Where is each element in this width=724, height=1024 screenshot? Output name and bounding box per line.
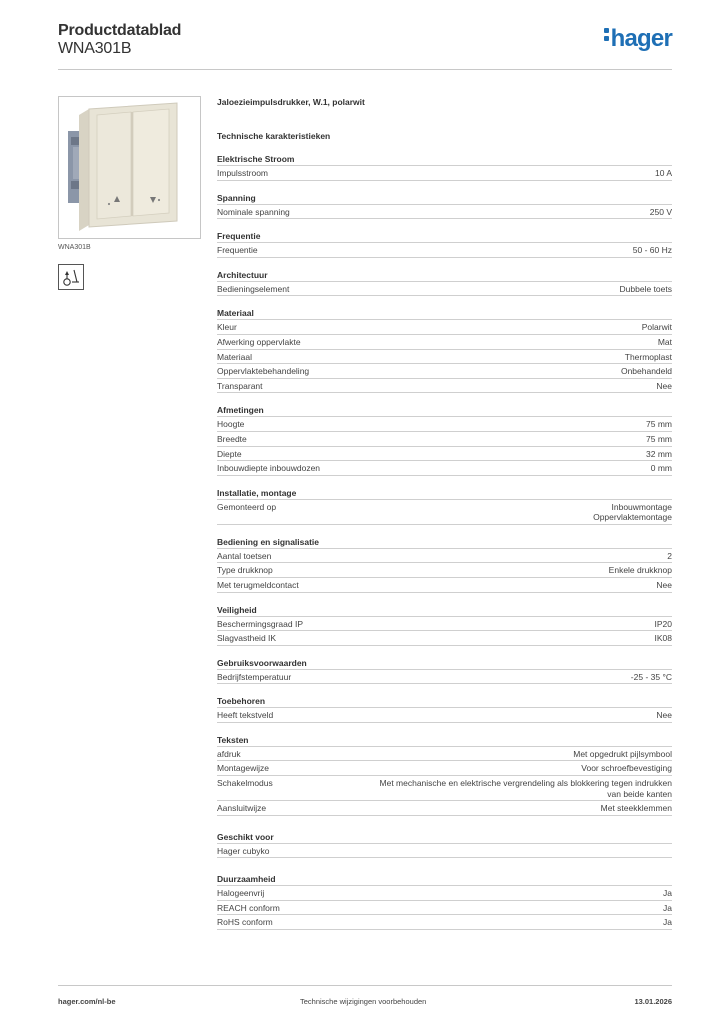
spec-section bbox=[217, 603, 672, 646]
spec-value-line: van beide kanten bbox=[607, 788, 672, 799]
spec-row bbox=[217, 417, 672, 432]
spec-row bbox=[217, 243, 672, 258]
spec-row bbox=[217, 500, 672, 525]
spec-row bbox=[217, 320, 672, 335]
spec-section bbox=[217, 694, 672, 723]
spec-label: REACH conform bbox=[217, 902, 280, 913]
spec-label: Materiaal bbox=[217, 351, 252, 362]
spec-label: Nominale spanning bbox=[217, 206, 290, 217]
spec-section-title: Duurzaamheid bbox=[217, 872, 672, 886]
logo-text: hager bbox=[610, 25, 672, 52]
spec-value-line: Ja bbox=[663, 902, 672, 913]
spec-row bbox=[217, 282, 672, 297]
spec-value bbox=[237, 322, 672, 333]
spec-value-line: Ja bbox=[663, 917, 672, 928]
spec-section bbox=[217, 229, 672, 258]
spec-label: Transparant bbox=[217, 380, 263, 391]
spec-value bbox=[303, 619, 672, 630]
spec-label: Aantal toetsen bbox=[217, 550, 272, 561]
spec-row bbox=[217, 578, 672, 593]
logo-colon-mark bbox=[604, 25, 610, 44]
spec-row bbox=[217, 205, 672, 220]
spec-label: Impulsstroom bbox=[217, 168, 269, 178]
spec-label: Bedieningselement bbox=[217, 283, 290, 294]
spec-label: RoHS conform bbox=[217, 917, 273, 928]
page-footer bbox=[58, 997, 672, 1011]
spec-row bbox=[217, 563, 672, 578]
image-caption: WNA301B bbox=[58, 244, 91, 251]
spec-section-title: Materiaal bbox=[217, 306, 672, 320]
spec-label: Bedrijfstemperatuur bbox=[217, 671, 292, 682]
spec-row bbox=[217, 631, 672, 646]
spec-label: Kleur bbox=[217, 322, 237, 333]
spec-row bbox=[217, 901, 672, 916]
spec-row bbox=[217, 886, 672, 901]
spec-label: Gemonteerd op bbox=[217, 501, 277, 512]
spec-value-line: 10 A bbox=[654, 168, 672, 178]
surface-mount-install-icon bbox=[58, 264, 84, 290]
spec-value bbox=[241, 749, 672, 760]
spec-value bbox=[276, 633, 672, 644]
spec-label: Breedte bbox=[217, 433, 247, 444]
spec-value bbox=[309, 366, 672, 377]
footer-divider bbox=[58, 985, 672, 986]
spec-row bbox=[217, 364, 672, 379]
spec-value bbox=[247, 434, 672, 445]
spec-section bbox=[217, 268, 672, 297]
spec-value-line: 0 mm bbox=[650, 463, 672, 474]
spec-section-title: Architectuur bbox=[217, 268, 672, 282]
spec-value bbox=[301, 337, 672, 348]
spec-label: Diepte bbox=[217, 448, 242, 459]
spec-value bbox=[263, 381, 672, 392]
spec-section bbox=[217, 656, 672, 685]
spec-row bbox=[217, 747, 672, 762]
spec-label: afdruk bbox=[217, 748, 241, 759]
spec-value-line: 50 - 60 Hz bbox=[632, 245, 672, 256]
switch-product-picture bbox=[59, 97, 200, 238]
spec-label: Slagvastheid IK bbox=[217, 633, 277, 644]
spec-value-line: Met mechanische en elektrische vergrendeling als blokkering tegen indrukken bbox=[379, 778, 672, 789]
spec-section-title: Veiligheid bbox=[217, 603, 672, 617]
spec-section-title: Gebruiksvoorwaarden bbox=[217, 656, 672, 670]
spec-section-title: Frequentie bbox=[217, 229, 672, 243]
spec-section bbox=[217, 152, 672, 181]
document-title: Productdatablad bbox=[58, 22, 182, 39]
spec-label: Montagewijze bbox=[217, 763, 269, 774]
page-header bbox=[58, 22, 672, 70]
spec-value-line: 250 V bbox=[649, 206, 672, 217]
spec-value-line: -25 - 35 °C bbox=[630, 671, 672, 682]
spec-section bbox=[217, 486, 672, 525]
spec-section-title: Spanning bbox=[217, 191, 672, 205]
spec-row bbox=[217, 447, 672, 462]
spec-label: Hoogte bbox=[217, 419, 245, 430]
spec-value bbox=[242, 449, 672, 460]
spec-value bbox=[280, 903, 672, 914]
spec-value bbox=[271, 551, 672, 562]
spec-section bbox=[217, 191, 672, 220]
spec-value bbox=[299, 580, 672, 591]
spec-label: Frequentie bbox=[217, 245, 258, 256]
spec-value-line: Nee bbox=[656, 710, 672, 721]
spec-value-line: Enkele drukknop bbox=[608, 565, 672, 576]
spec-value-line: IK08 bbox=[654, 633, 672, 644]
product-name: Jaloezieimpulsdrukker, W.1, polarwit bbox=[217, 97, 365, 107]
spec-value bbox=[291, 672, 672, 683]
spec-value-line: Polarwit bbox=[641, 322, 672, 333]
spec-value bbox=[290, 207, 672, 218]
spec-label: Halogeenvrij bbox=[217, 888, 265, 899]
spec-section-title: Elektrische Stroom bbox=[217, 152, 672, 166]
spec-value-line: Met opgedrukt pijlsymbool bbox=[573, 748, 672, 759]
specifications-table bbox=[217, 152, 672, 940]
spec-section-title: Installatie, montage bbox=[217, 486, 672, 500]
spec-value-line: Dubbele toets bbox=[619, 283, 672, 294]
spec-value bbox=[264, 888, 672, 899]
spec-label: Heeft tekstveld bbox=[217, 710, 274, 721]
spec-section-title: Teksten bbox=[217, 733, 672, 747]
spec-row bbox=[217, 379, 672, 394]
spec-label: Beschermingsgraad IP bbox=[217, 618, 303, 629]
spec-value bbox=[269, 763, 672, 774]
spec-row bbox=[217, 617, 672, 632]
footer-notice: Technische wijzigingen voorbehouden bbox=[300, 997, 427, 1006]
spec-row bbox=[217, 844, 672, 859]
product-code: WNA301B bbox=[58, 40, 132, 57]
spec-value-line: 32 mm bbox=[646, 448, 672, 459]
spec-section-title: Afmetingen bbox=[217, 403, 672, 417]
spec-section-title: Bediening en signalisatie bbox=[217, 535, 672, 549]
spec-row bbox=[217, 461, 672, 476]
spec-value bbox=[320, 463, 672, 474]
spec-value-line: Oppervlaktemontage bbox=[593, 512, 672, 523]
spec-row bbox=[217, 708, 672, 723]
spec-section bbox=[217, 733, 672, 816]
spec-row bbox=[217, 166, 672, 181]
footer-date: 13.01.2026 bbox=[634, 997, 672, 1006]
footer-website[interactable]: hager.com/nl-be bbox=[58, 997, 116, 1006]
spec-value bbox=[252, 352, 672, 363]
spec-value-line: Nee bbox=[656, 380, 672, 391]
spec-label: Afwerking oppervlakte bbox=[217, 336, 301, 347]
spec-section bbox=[217, 830, 672, 859]
spec-label: Inbouwdiepte inbouwdozen bbox=[217, 463, 321, 474]
spec-row bbox=[217, 350, 672, 365]
spec-label: Hager cubyko bbox=[217, 845, 270, 856]
spec-section bbox=[217, 535, 672, 593]
spec-value-line: Nee bbox=[656, 579, 672, 590]
spec-row bbox=[217, 335, 672, 350]
spec-row bbox=[217, 432, 672, 447]
spec-value bbox=[266, 803, 672, 814]
spec-section bbox=[217, 306, 672, 393]
spec-value-line: Mat bbox=[657, 336, 672, 347]
spec-label: Type drukknop bbox=[217, 565, 273, 576]
spec-value-line: 2 bbox=[667, 550, 672, 561]
spec-value bbox=[273, 565, 672, 576]
spec-value bbox=[244, 419, 672, 430]
spec-row bbox=[217, 761, 672, 776]
spec-value bbox=[273, 917, 672, 928]
spec-value-line: Thermoplast bbox=[624, 351, 672, 362]
spec-value bbox=[276, 502, 672, 523]
spec-section bbox=[217, 403, 672, 475]
spec-section-title: Geschikt voor bbox=[217, 830, 672, 844]
spec-value-line: Onbehandeld bbox=[620, 366, 672, 377]
spec-label: Aansluitwijze bbox=[217, 803, 267, 814]
spec-row bbox=[217, 549, 672, 564]
spec-value bbox=[258, 245, 672, 256]
spec-section bbox=[217, 872, 672, 930]
spec-value bbox=[289, 284, 672, 295]
spec-label: Oppervlaktebehandeling bbox=[217, 366, 310, 377]
spec-section-title: Toebehoren bbox=[217, 694, 672, 708]
technical-characteristics-heading: Technische karakteristieken bbox=[217, 131, 331, 141]
spec-value bbox=[268, 168, 672, 179]
spec-value-line: Met steekklemmen bbox=[600, 803, 672, 814]
spec-row bbox=[217, 801, 672, 816]
spec-value bbox=[273, 710, 672, 721]
spec-value-line: Ja bbox=[663, 888, 672, 899]
spec-row bbox=[217, 776, 672, 801]
spec-row bbox=[217, 670, 672, 685]
spec-label: Schakelmodus bbox=[217, 778, 273, 789]
hager-logo bbox=[604, 27, 672, 51]
spec-value-line: 75 mm bbox=[646, 433, 672, 444]
spec-value bbox=[273, 778, 672, 799]
spec-value-line: IP20 bbox=[654, 618, 672, 629]
spec-label: Met terugmeldcontact bbox=[217, 579, 299, 590]
spec-value-line: Inbouwmontage bbox=[611, 501, 672, 512]
product-image bbox=[58, 96, 201, 239]
spec-row bbox=[217, 915, 672, 930]
spec-value-line: 75 mm bbox=[646, 419, 672, 430]
spec-value-line: Voor schroefbevestiging bbox=[581, 763, 672, 774]
